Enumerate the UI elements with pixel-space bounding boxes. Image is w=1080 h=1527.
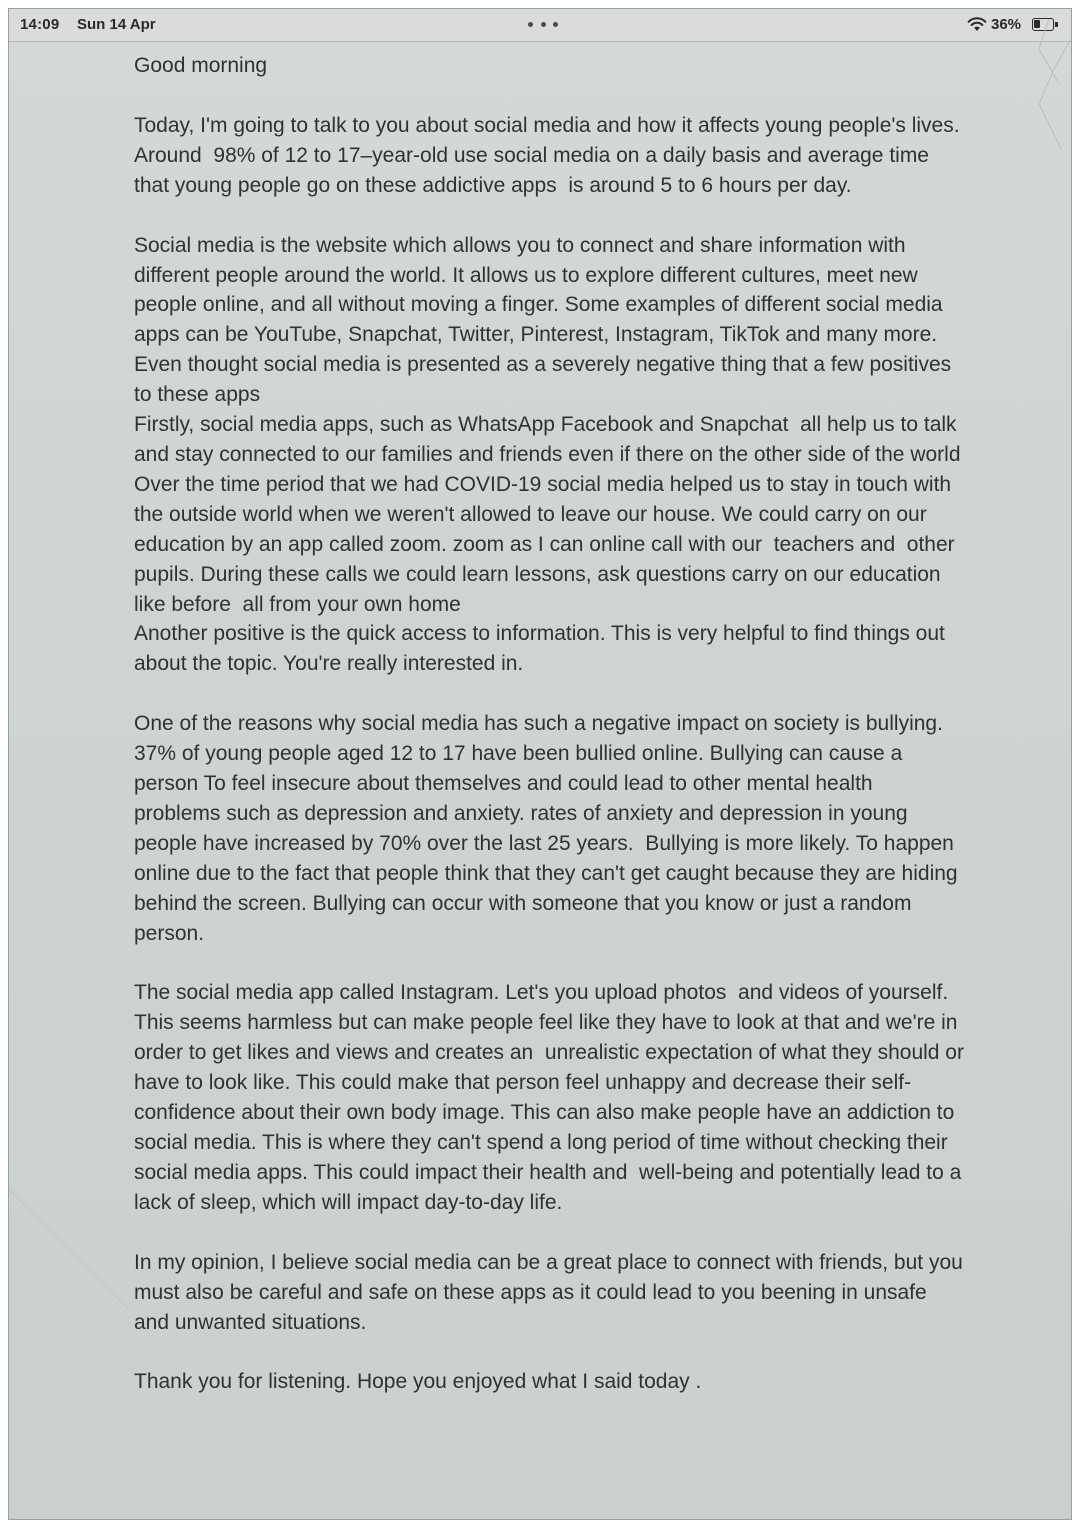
multitasking-menu-icon[interactable] (528, 19, 558, 29)
paragraph: Today, I'm going to talk to you about social media and how it affects young people's lives. Around 98% of 12 to 17–year-old use social media on a daily basis and average time that young people go on these addictive apps is around 5 to 6 hours per day. (134, 113, 965, 197)
paragraph: Firstly, social media apps, such as WhatsApp Facebook and Snapchat all help us to talk and stay connected to our families and friends even if there on the other side of the world (134, 413, 963, 466)
paragraph: One of the reasons why social media has such a negative impact on society is bullying. 37% of young people aged 12 to 17 have been bullied online. Bullying can cause a person To feel insecure about themselves and could lead to other mental health problems such as depression and anxiety. rates of anxiety and depression in young people have increased by 70% over the last 25 years. Bullying is more likely. To happen online due to the fact that people think that they can't get caught because they are hiding behind the screen. Bullying can occur with someone that you know or just a random person. (134, 712, 964, 945)
wifi-icon (967, 17, 987, 32)
paragraph: Over the time period that we had COVID-19 social media helped us to stay in touch with the outside world when we weren't allowed to leave our house. We could carry on our education by an app called zoom. zoom as I can online call with our teachers and other pupils. During these calls we could learn lessons, ask questions carry on our education like before all from your own home (134, 472, 961, 616)
paragraph: Even thought social media is presented as a severely negative thing that a few positives to these apps (134, 353, 957, 407)
paragraph: In my opinion, I believe social media can be a great place to connect with friends, but you must also be careful and safe on these apps as it could lead to you beening in unsafe and unwanted situations. (134, 1250, 969, 1334)
paragraph: Thank you for listening. Hope you enjoyed what I said today . (134, 1370, 702, 1394)
paragraph: Social media is the website which allows you to connect and share information with different people around the world. It allows us to explore different cultures, meet new people online, and all without moving a finger. Some examples of different social media apps can be YouTube, Snapchat, Twitter, Pinterest, Instagram, TikTok and many more. (134, 233, 949, 347)
paragraph: Another positive is the quick access to information. This is very helpful to find things out about the topic. You're really interested in. (134, 622, 951, 676)
status-date: Sun 14 Apr (77, 16, 156, 33)
greeting-line: Good morning (134, 54, 268, 77)
status-time: 14:09 (20, 16, 60, 33)
document-body (134, 51, 970, 1397)
tablet-screen (8, 8, 1072, 1520)
battery-percent: 36% (991, 16, 1022, 33)
paragraph: The social media app called Instagram. Let's you upload photos and videos of yourself. This seems harmless but can make people feel like they have to look at that and we're in order to get likes and views and creates an unrealistic expectation of what they should or have to look like. This could make that person feel unhappy and decrease their self-confidence about their own body image. This can also make people have an addiction to social media. This is where they can't spend a long period of time without checking their social media apps. This could impact their health and well-being and potentially lead to a lack of sleep, which will impact day-to-day life. (134, 981, 970, 1214)
battery-icon (1032, 18, 1054, 31)
status-bar (9, 9, 1071, 42)
